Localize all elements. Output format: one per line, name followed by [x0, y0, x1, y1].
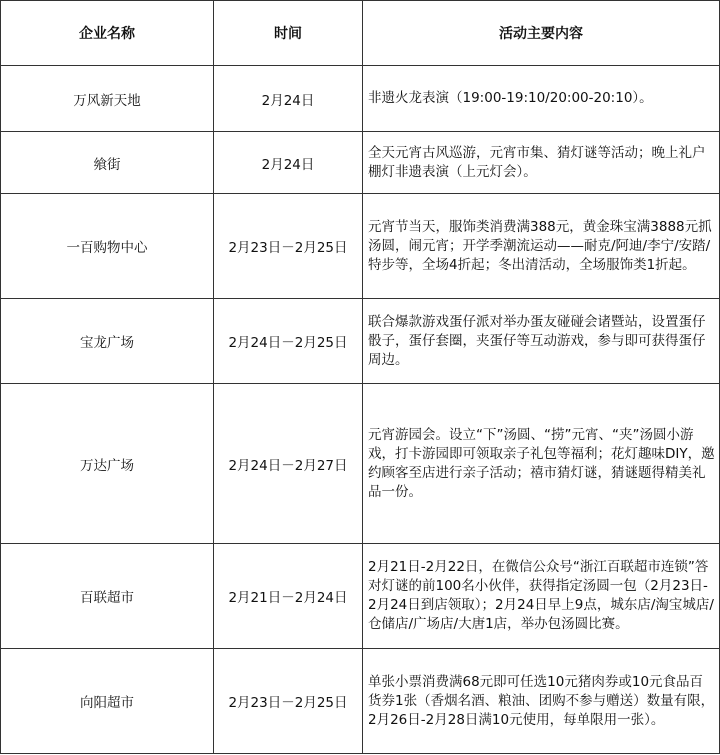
company-cell: 百联超市: [1, 544, 214, 649]
table-row: [1, 299, 720, 384]
header-date: 时间: [214, 1, 363, 66]
content-cell: 2月21日-2月22日，在微信公众号“浙江百联超市连锁”答对灯谜的前100名小伙伴，获得指定汤圆一包（2月23日-2月24日到店领取）；2月24日早上9点，城东店/淘宝城店/仓储店/广场店/大唐1店，举办包汤圆比赛。: [363, 544, 720, 649]
header-row: [1, 1, 720, 66]
company-cell: 向阳超市: [1, 649, 214, 754]
company-cell: 飨街: [1, 132, 214, 194]
content-cell: 联合爆款游戏蛋仔派对举办蛋友碰碰会诸暨站，设置蛋仔骰子，蛋仔套圈，夹蛋仔等互动游戏，参与即可获得蛋仔周边。: [363, 299, 720, 384]
content-cell: 元宵节当天，服饰类消费满388元，黄金珠宝满3888元抓汤圆，闹元宵；开学季潮流运动——耐克/阿迪/李宁/安踏/特步等，全场4折起；冬出清活动，全场服饰类1折起。: [363, 194, 720, 299]
date-cell: 2月23日－2月25日: [214, 649, 363, 754]
company-cell: 宝龙广场: [1, 299, 214, 384]
date-cell: 2月24日: [214, 66, 363, 132]
content-cell: 非遗火龙表演（19:00-19:10/20:00-20:10）。: [363, 66, 720, 132]
header-company: 企业名称: [1, 1, 214, 66]
table-row: [1, 66, 720, 132]
table-row: [1, 649, 720, 754]
company-cell: 一百购物中心: [1, 194, 214, 299]
header-content: 活动主要内容: [363, 1, 720, 66]
date-cell: 2月23日－2月25日: [214, 194, 363, 299]
table-row: [1, 384, 720, 544]
content-cell: 全天元宵古风巡游，元宵市集、猜灯谜等活动；晚上礼户棚灯非遗表演（上元灯会）。: [363, 132, 720, 194]
table-row: [1, 544, 720, 649]
content-cell: 元宵游园会。设立“下”汤圆、“捞”元宵、“夹”汤圆小游戏，打卡游园即可领取亲子礼包等福利；花灯趣味DIY，邀约顾客至店进行亲子活动；禧市猜灯谜，猜谜题得精美礼品一份。: [363, 384, 720, 544]
date-cell: 2月24日－2月25日: [214, 299, 363, 384]
content-cell: 单张小票消费满68元即可任选10元猪肉券或10元食品百货券1张（香烟名酒、粮油、团购不参与赠送）数量有限，2月26日-2月28日满10元使用，每单限用一张）。: [363, 649, 720, 754]
date-cell: 2月21日－2月24日: [214, 544, 363, 649]
date-cell: 2月24日: [214, 132, 363, 194]
date-cell: 2月24日－2月27日: [214, 384, 363, 544]
table-row: [1, 194, 720, 299]
table-row: [1, 132, 720, 194]
company-cell: 万风新天地: [1, 66, 214, 132]
company-cell: 万达广场: [1, 384, 214, 544]
